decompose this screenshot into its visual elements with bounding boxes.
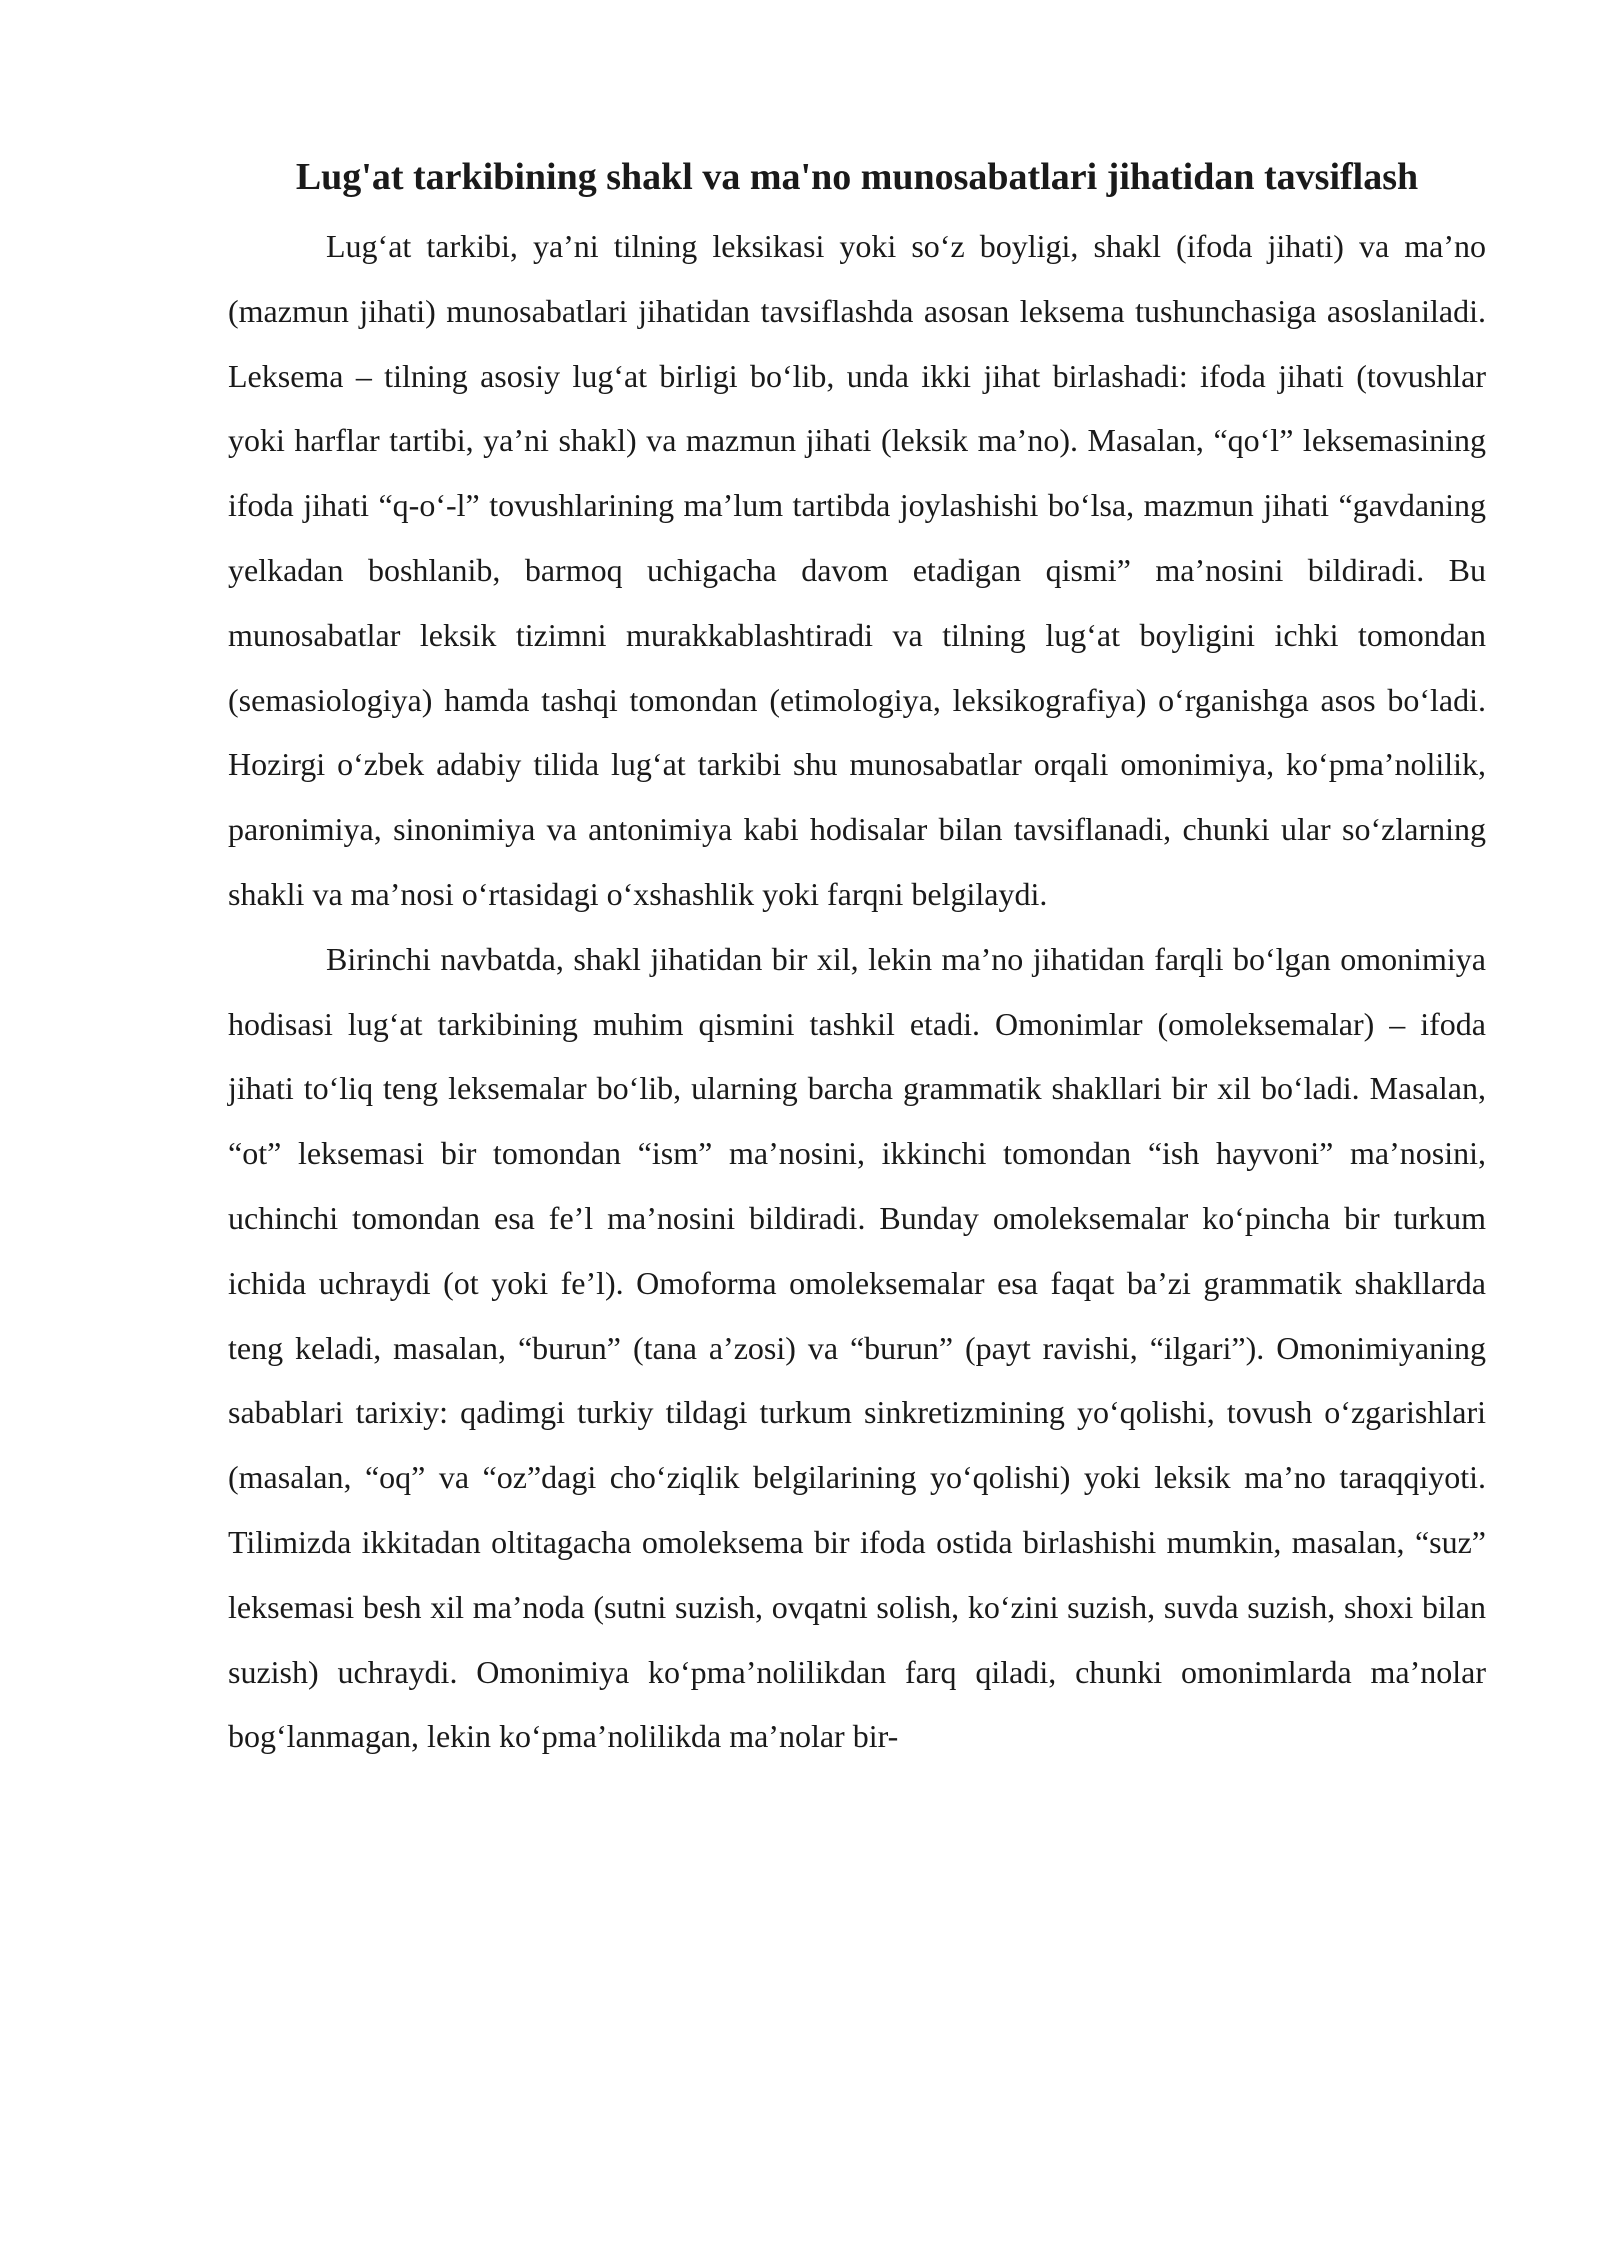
paragraph-2: Birinchi navbatda, shakl jihatidan bir xil, lekin ma’no jihatidan farqli bo‘lgan omonimiya hodisasi lug‘at tarkibining muhim qismini tashkil etadi. Omonimlar (omoleksemalar) – ifoda jihati to‘liq teng leksemalar bo‘lib, ularning barcha grammatik shakllari bir xil bo‘ladi. Masalan, “ot” leksemasi bir tomondan “ism” ma’nosini, ikkinchi tomondan “ish hayvoni” ma’nosini, uchinchi tomondan esa fe’l ma’nosini bildiradi. Bunday omoleksemalar ko‘pincha bir turkum ichida uchraydi (ot yoki fe’l). Omoforma omoleksemalar esa faqat ba’zi grammatik shakllarda teng keladi, masalan, “burun” (tana a’zosi) va “burun” (payt ravishi, “ilgari”). Omonimiyaning sabablari tarixiy: qadimgi turkiy tildagi turkum sinkretizmining yo‘qolishi, tovush o‘zgarishlari (masalan, “oq” va “oz”dagi cho‘ziqlik belgilarining yo‘qolishi) yoki leksik ma’no taraqqiyoti. Tilimizda ikkitadan oltitagacha omoleksema bir ifoda ostida birlashishi mumkin, masalan, “suz” leksemasi besh xil ma’noda (sutni suzish, ovqatni solish, ko‘zini suzish, suvda suzish, shoxi bilan suzish) uchraydi. Omonimiya ko‘pma’nolilikdan farq qiladi, chunki omonimlarda ma’nolar bog‘lanmagan, lekin ko‘pma’nolilikda ma’nolar bir- (228, 940, 1486, 1755)
paragraph-1: Lug‘at tarkibi, ya’ni tilning leksikasi yoki so‘z boyligi, shakl (ifoda jihati) va ma’no (mazmun jihati) munosabatlari jihatidan tavsiflashda asosan leksema tushunchasiga asoslaniladi. Leksema – tilning asosiy lug‘at birligi bo‘lib, unda ikki jihat birlashadi: ifoda jihati (tovushlar yoki harflar tartibi, ya’ni shakl) va mazmun jihati (leksik ma’no). Masalan, “qo‘l” leksemasining ifoda jihati “q-o‘-l” tovushlarining ma’lum tartibda joylashishi bo‘lsa, mazmun jihati “gavdaning yelkadan boshlanib, barmoq uchigacha davom etadigan qismi” ma’nosini bildiradi. Bu munosabatlar leksik tizimni murakkablashtiradi va tilning lug‘at boyligini ichki tomondan (semasiologiya) hamda tashqi tomondan (etimologiya, leksikografiya) o‘rganishga asos bo‘ladi. Hozirgi o‘zbek adabiy tilida lug‘at tarkibi shu munosabatlar orqali omonimiya, ko‘pma’nolilik, paronimiya, sinonimiya va antonimiya kabi hodisalar bilan tavsiflanadi, chunki ular so‘zlarning shakli va ma’nosi o‘rtasidagi o‘xshashlik yoki farqni belgilaydi. (228, 228, 1486, 912)
document-page (228, 150, 1486, 1769)
document-title: Lug'at tarkibining shakl va ma'no munosabatlari jihatidan tavsiflash (295, 156, 1419, 198)
